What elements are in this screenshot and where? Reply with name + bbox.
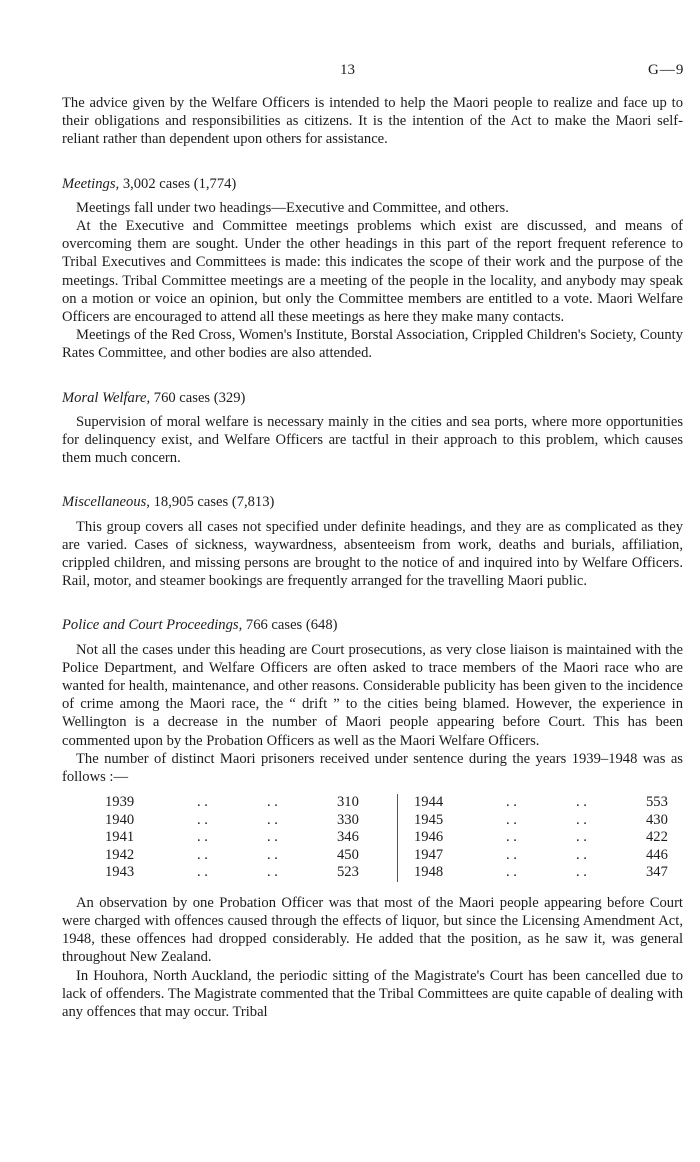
- section-heading-miscellaneous: [62, 493, 683, 511]
- leader-dots: . .: [197, 811, 208, 828]
- paragraph: In Houhora, North Auckland, the periodic sitting of the Magistrate's Court has been cancelled due to lack of offenders. The Magistrate commented that the Tribal Committees are quite capable of dealing with any offences that may occur. Tribal: [62, 967, 683, 1021]
- section-heading-moral-welfare: [62, 389, 683, 407]
- paragraph: Meetings of the Red Cross, Women's Institute, Borstal Association, Crippled Children's Society, County Rates Committee, and other bodies are also attended.: [62, 327, 683, 362]
- paragraph: This group covers all cases not specified under definite headings, and they are as complicated as they are varied. Cases of sickness, waywardness, absenteeism from work, deaths and burials, affiliation, crippled children, and missing persons are brought to the notice of and inquired into by Welfare Officers. Rail, motor, and steamer bookings are frequently arranged for the travelling Maori public.: [62, 518, 683, 590]
- year-cell: 1947: [414, 846, 444, 863]
- table-row: [414, 829, 700, 847]
- leader-dots: . .: [267, 846, 278, 863]
- leader-dots: . .: [197, 829, 208, 846]
- section-title: Moral Welfare,: [62, 389, 151, 406]
- intro-paragraph: The advice given by the Welfare Officers is intended to help the Maori people to realize and face up to their obligations and responsibilities as citizens. It is the intention of the Act to make the Maori self-reliant rather than dependent upon others for assistance.: [62, 95, 683, 148]
- leader-dots: . .: [267, 829, 278, 846]
- table-row: [105, 864, 397, 882]
- year-cell: 1939: [105, 794, 135, 811]
- paragraph: Supervision of moral welfare is necessary mainly in the cities and sea ports, where more opportunities for delinquency exist, and Welfare Officers are tactful in their approach to this problem, which causes them much concern.: [62, 413, 683, 467]
- leader-dots: . .: [267, 864, 278, 881]
- table-row: [414, 864, 700, 882]
- section-count: 766 cases (648): [245, 617, 338, 634]
- count-cell: 347: [646, 864, 668, 881]
- count-cell: 430: [646, 811, 668, 828]
- leader-dots: . .: [506, 864, 517, 881]
- count-cell: 450: [337, 846, 359, 863]
- section-title: Meetings,: [62, 175, 120, 192]
- page-body: [62, 94, 683, 1021]
- prisoners-column-right: [397, 794, 700, 882]
- leader-dots: . .: [197, 794, 208, 811]
- year-cell: 1945: [414, 811, 444, 828]
- count-cell: 330: [337, 811, 359, 828]
- document-code: G—9: [648, 62, 685, 78]
- count-cell: 422: [646, 829, 668, 846]
- leader-dots: . .: [576, 846, 587, 863]
- table-row: [105, 794, 397, 812]
- leader-dots: . .: [576, 811, 587, 828]
- count-cell: 523: [337, 864, 359, 881]
- count-cell: 446: [646, 846, 668, 863]
- leader-dots: . .: [267, 811, 278, 828]
- paragraph: An observation by one Probation Officer was that most of the Maori people appearing before Court were charged with offences caused through the effects of liquor, but since the Licensing Amendment Act, 1948, these offences had dropped considerably. He added that the position, as he saw it, was general throughout New Zealand.: [62, 894, 683, 966]
- year-cell: 1943: [105, 864, 135, 881]
- count-cell: 310: [337, 794, 359, 811]
- page-number: 13: [340, 62, 355, 78]
- section-count: 18,905 cases (7,813): [153, 494, 275, 511]
- table-row: [105, 829, 397, 847]
- leader-dots: . .: [506, 794, 517, 811]
- paragraph: The number of distinct Maori prisoners received under sentence during the years 1939–1948 was as follows :—: [62, 750, 683, 786]
- section-count: 3,002 cases (1,774): [122, 175, 237, 192]
- year-cell: 1941: [105, 829, 135, 846]
- leader-dots: . .: [576, 829, 587, 846]
- section-title: Miscellaneous,: [62, 494, 150, 511]
- count-cell: 346: [337, 829, 359, 846]
- paragraph: At the Executive and Committee meetings problems which exist are discussed, and means of overcoming them are sought. Under the other headings in this part of the report frequent reference to Tribal Executives and Committees is made: this indicates the scope of their work and the purpose of the meetings. Tribal Committee meetings are a meeting of the people in the locality, and anybody may speak on a motion or voice an opinion, but only the Committee members are entitled to a vote. Maori Welfare Officers are encouraged to attend all these meetings as here they make many contacts.: [62, 218, 683, 326]
- count-cell: 553: [646, 794, 668, 811]
- page-header: [0, 62, 700, 82]
- section-heading-police-court: [62, 616, 683, 634]
- table-row: [105, 812, 397, 830]
- leader-dots: . .: [506, 811, 517, 828]
- year-cell: 1946: [414, 829, 444, 846]
- leader-dots: . .: [506, 829, 517, 846]
- year-cell: 1948: [414, 864, 444, 881]
- section-count: 760 cases (329): [153, 389, 246, 406]
- leader-dots: . .: [267, 794, 278, 811]
- section-title: Police and Court Proceedings,: [62, 617, 243, 634]
- leader-dots: . .: [197, 864, 208, 881]
- table-row: [414, 812, 700, 830]
- leader-dots: . .: [576, 794, 587, 811]
- year-cell: 1940: [105, 811, 135, 828]
- leader-dots: . .: [197, 846, 208, 863]
- table-row: [105, 847, 397, 865]
- prisoners-column-left: [105, 794, 397, 882]
- year-cell: 1942: [105, 846, 135, 863]
- year-cell: 1944: [414, 794, 444, 811]
- prisoners-table: [105, 794, 668, 882]
- table-row: [414, 794, 700, 812]
- paragraph: Meetings fall under two headings—Executive and Committee, and others.: [76, 199, 509, 216]
- leader-dots: . .: [506, 846, 517, 863]
- table-row: [414, 847, 700, 865]
- paragraph: Not all the cases under this heading are Court prosecutions, as very close liaison is maintained with the Police Department, and Welfare Officers are often asked to trace members of the Maori race who are wanted for health, maintenance, and other reasons. Considerable publicity has been given to the incidence of crime among the Maori race, the “ drift ” to the cities being blamed. However, the experience in Wellington is a decrease in the number of Maori people appearing before Court. This has been commented upon by the Probation Officers as well as the Maori Welfare Officers.: [62, 641, 683, 749]
- leader-dots: . .: [576, 864, 587, 881]
- section-heading-meetings: [62, 175, 683, 193]
